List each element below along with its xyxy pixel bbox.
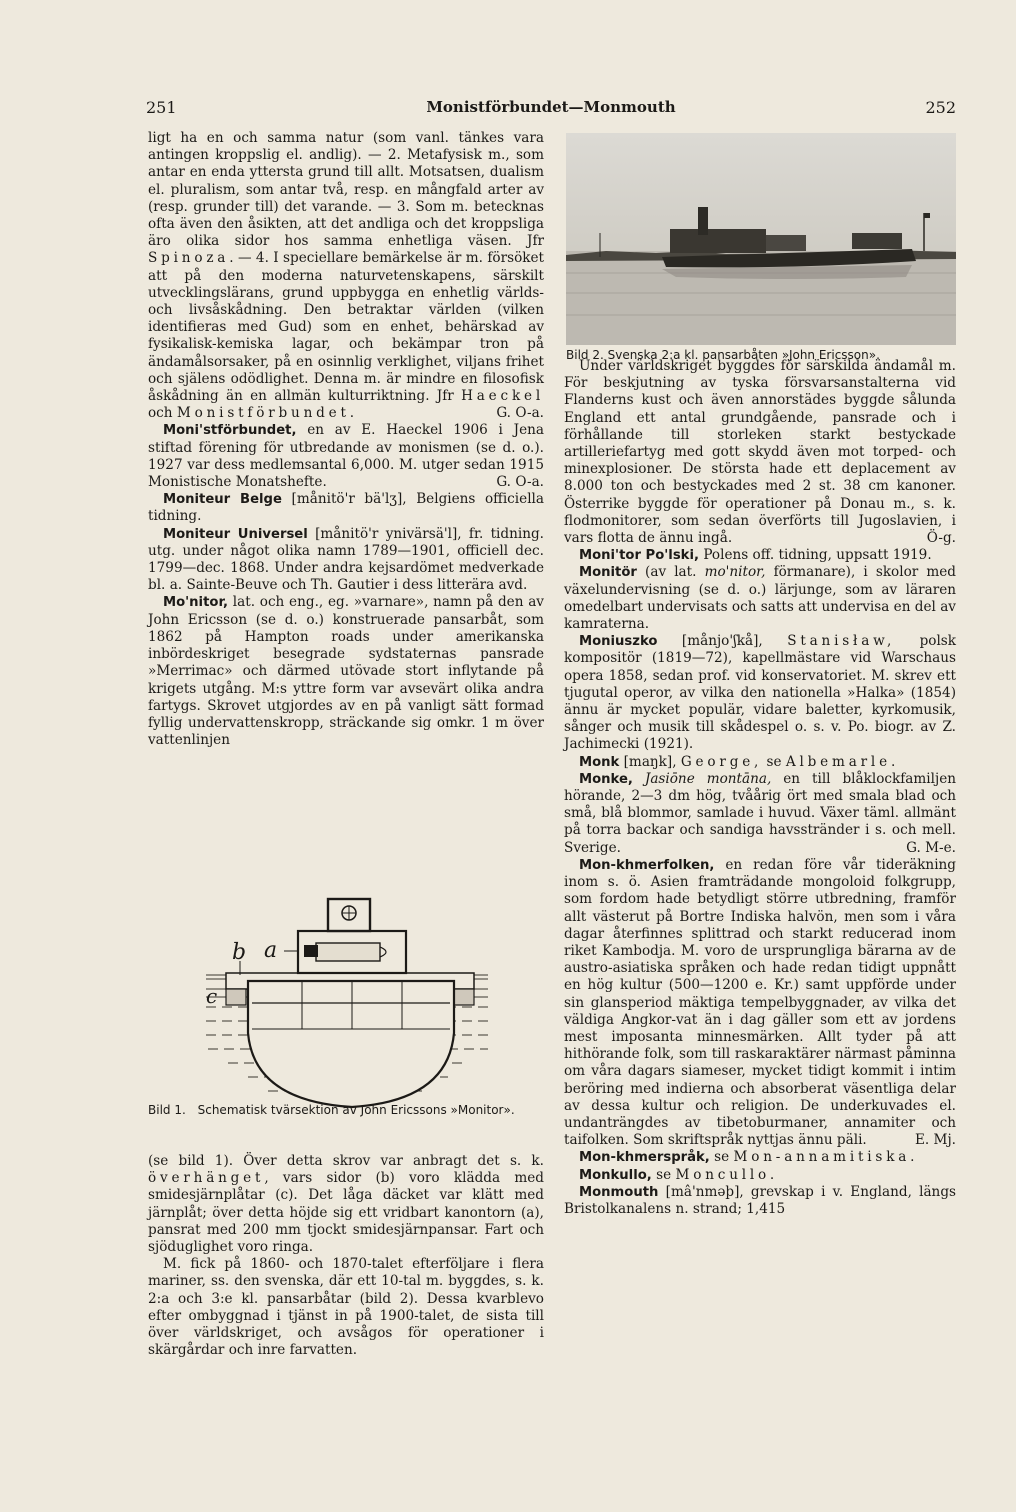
figure-photo-john-ericsson	[566, 133, 956, 345]
headword: Moniteur Belge	[162, 492, 282, 508]
headword: Monkullo,	[578, 1167, 652, 1183]
entry-monitor: Mo'nitor, lat. och eng., eg. »varnare», namn på den av John Ericsson (se d. o.) konstruerade pansarbåt, som 1862 på Hampton roads under amerikanska inbördeskriget besegrade sydstaternas pansrade »Merrimac» och därmed utövade stort inflytande på krigets utgång. M:s yttre form var avsevärt olika andra fartygs. Skrovet utgjordes av en på vanligt sätt formad fyllig undervattenskropp, sträckande sig omkr. 1 m över vattenlinjen	[148, 594, 544, 749]
cross-section-diagram	[148, 893, 544, 1111]
entry-monitor-student: Monitör (av lat. mo'nitor, förmanare), i skolor med växelundervisning (se d. o.) lärjunge, som av läraren omedelbart undervisats och satts att undervisa en del av kamraterna.	[564, 564, 956, 633]
headword: Monmouth	[578, 1184, 659, 1200]
label-b: b	[232, 940, 247, 965]
monitor-continuation: (se bild 1). Över detta skrov var anbragt det s. k. överhänget, vars sidor (b) voro klädda med smidesjärnplåtar (c). Det låga däcket var klätt med järnplåt; över detta höjde sig ett vridbart kanontorn (a), pansrat med 200 mm tjockt smidesjärnpansar. Fart och sjöduglighet voro ringa.	[148, 1153, 544, 1256]
page-header	[146, 98, 956, 120]
headword: Moniuszko	[578, 634, 658, 650]
entry-mon-khmerfolken: Mon-khmerfolken, en redan före vår tideräkning inom s. ö. Asien framträdande mongoloid folkgrupp, som fordom hade betydligt större utbredning, framför allt västerut på Bortre Indiska halvön, men som i våra dagar återfinnes splittrad och starkt reducerad inom riket Kambodja. M. voro de ursprungliga bärarna av de austro-asiatiska språken och hade redan tidigt uppnått en hög kultur (500—1200 e. Kr.) samt uppförde under sin glansperiod mäktiga tempelbyggnader, av vilka det väldiga Angkor-vat än i dag gäller som ett av jordens mest imposanta minnesmärken. Allt tyder på att hithörande folk, som till raskaraktärer närmast påminna om våra dagars siameser, mycket tidigt kommit i intim beröring med indierna och absorberat väsentliga delar av dessa kultur och religion. De underkuvades el. undanträngdes av tibetoburmaner, annamiter och taifolken. Som skriftspråk nyttjas ännu päli. E. Mj.	[564, 856, 956, 1149]
ref-mon-annamitiska[interactable]: Mon-annamitiska.	[733, 1149, 919, 1166]
page-number-right: 252	[925, 98, 956, 117]
figure-2-caption: Bild 2. Svenska 2:a kl. pansarbåten »John Ericsson».	[566, 348, 880, 362]
entry-monkullo: Monkullo, se Moncullo.	[578, 1166, 778, 1183]
entry-moniuszko: Moniuszko [månjo'ʃkå], Stanisław, polsk kompositör (1819—72), kapellmästare vid Warschaus opera 1858, sedan prof. vid konservatoriet. M. skrev ett tjugutal operor, av vilka den nationella »Halka» (1854) ännu är mycket populär, vidare baletter, kyrkomusik, sånger och musik till skådespel o. s. v. Po. biogr. av Z. Jachimecki (1921).	[564, 633, 957, 753]
label-c: c	[206, 984, 218, 1008]
entry-monmouth: Monmouth [mâ'nməþ], grevskap i v. England, längs Bristolkanalens n. strand; 1,415	[564, 1183, 956, 1217]
caption-label: Bild 1.	[148, 1103, 186, 1117]
signature: G. M-e.	[906, 839, 956, 856]
entry-moniteur-belge: Moniteur Belge [månitö'r bä'lʒ], Belgiens officiella tidning.	[148, 491, 544, 525]
headword: Moniteur Universel	[162, 526, 308, 542]
headword: Mo'nitor,	[162, 595, 229, 611]
ref-george[interactable]: George,	[680, 753, 763, 770]
ref-haeckel[interactable]: Haeckel	[461, 388, 544, 405]
monitor-history: M. fick på 1860- och 1870-talet efterföljare i flera mariner, ss. den svenska, där ett 10-tal m. byggdes, s. k. 2:a och 3:e kl. pansarbåtar (bild 2). Dessa kvarblevo efter ombyggnad i tjänst in på 1900-talet, de sista till över världskriget, och avsågos för operationer i skärgårdar och inre farvatten.	[148, 1256, 544, 1359]
ref-spinoza[interactable]: Spinoza	[148, 250, 230, 267]
monism-continuation: ligt ha en och samma natur (som vanl. tänkes vara antingen kroppslig el. andlig). — 2. Metafysisk m., som antar en enda yttersta grund till allt. Motsatsen, dualism el. pluralism, som antar två, resp. en mångfald arter av (resp. grunder till) det varande. — 3. Som m. betecknas ofta även den åsikten, att det andliga och det kroppsliga äro olika sidor hos samma enhetliga väsen. Jfr Spinoza. — 4. I speciellare bemärkelse är m. försöket att på den moderna naturvetenskapens, särskilt utvecklingslärans, grund uppbygga en enhetlig världs- och livsåskådning. Den betraktar världen (vilken identifieras med Gud) som en enhet, behärskad av fysikalisk-kemiska lagar, och bekämpar tron på ändamålsorsaker, på en osinnlig verklighet, viljans frihet och själens odödlighet. Denna m. är mindre en filosofisk åskådning än en allmän kulturriktning. Jfr Haeckel och Monistförbundet. G. O-a.	[148, 130, 544, 422]
ref-moncullo[interactable]: Moncullo.	[675, 1166, 778, 1183]
left-column-bottom	[148, 1153, 544, 1359]
signature: G. O-a.	[496, 474, 544, 491]
figure-monitor-cross-section	[148, 893, 544, 1111]
headword: Moni'stförbundet,	[162, 423, 297, 439]
gunboat-photo	[566, 133, 956, 345]
monitor-worldwar: Under världskriget byggdes för särskilda ändamål m. För beskjutning av tyska försvarsanstalterna vid Flanderns kust och även annorstädes byggde sålunda England ett antal grundgående, pansrade och i förhållande till storleken starkt bestyckade artilleriefartyg med gott skydd även mot torped- och minexplosioner. De största hade ett deplacement av 8.000 ton och bestyckades med 2 st. 38 cm kanoner. Österrike byggde för operationer på Donau m., s. k. flodmonitorer, som sedan överförts till Jugoslavien, i vars flotta de ännu ingå. Ö-g.	[564, 358, 956, 547]
ref-monistforbundet[interactable]: Monistförbundet.	[176, 405, 358, 422]
headword: Monk	[578, 754, 620, 770]
headword: Moni'tor Po'lski,	[578, 548, 699, 564]
left-column	[148, 130, 544, 749]
entry-moniteur-universel: Moniteur Universel [månitö'r ynivärsä'l], fr. tidning. utg. under något olika namn 1789—1901, officiell dec. 1799—dec. 1868. Under andra kejsardömet medverkade bl. a. Sainte-Beuve och Th. Gautier i dess litterära avd.	[148, 525, 544, 594]
page-number-left: 251	[146, 98, 177, 117]
headword: Monke,	[578, 771, 633, 787]
running-title: Monistförbundet—Monmouth	[426, 98, 676, 116]
entry-monk: Monk [maŋk], George, se Albemarle.	[578, 753, 900, 770]
term-overhanget: överhänget	[148, 1170, 265, 1187]
caption-text: Schematisk tvärsektion av John Ericssons »Monitor».	[197, 1103, 515, 1117]
figure-1-caption	[148, 1103, 544, 1118]
entry-monitor-polski: Moni'tor Po'lski, Polens off. tidning, uppsatt 1919.	[578, 547, 932, 564]
headword: Monitör	[578, 565, 637, 581]
entry-monke: Monke, Jasiōne montāna, en till blåklockfamiljen hörande, 2—3 dm hög, tvåårig ört med smala blad och små, blå blommor, samlade i huvud. Växer täml. allmänt på torra backar och sandiga havsstränder i s. och mell. Sverige. G. M-e.	[564, 770, 956, 856]
signature: E. Mj.	[914, 1132, 956, 1149]
ref-albemarle[interactable]: Albemarle.	[785, 753, 900, 770]
headword: Mon-khmerfolken,	[578, 857, 715, 873]
entry-mon-khmersprak: Mon-khmerspråk, se Mon-annamitiska.	[578, 1149, 919, 1166]
right-column	[564, 358, 956, 1218]
signature: G. O-a.	[496, 405, 544, 422]
headword: Mon-khmerspråk,	[578, 1150, 710, 1166]
label-a: a	[264, 938, 278, 963]
entry-monistforbundet: Moni'stförbundet, en av E. Haeckel 1906 i Jena stiftad förening för utbredande av monismen (se d. o.). 1927 var dess medlemsantal 6,000. M. utger sedan 1915 Monistische Monatshefte. G. O-a.	[148, 422, 544, 491]
signature: Ö-g.	[926, 530, 956, 547]
